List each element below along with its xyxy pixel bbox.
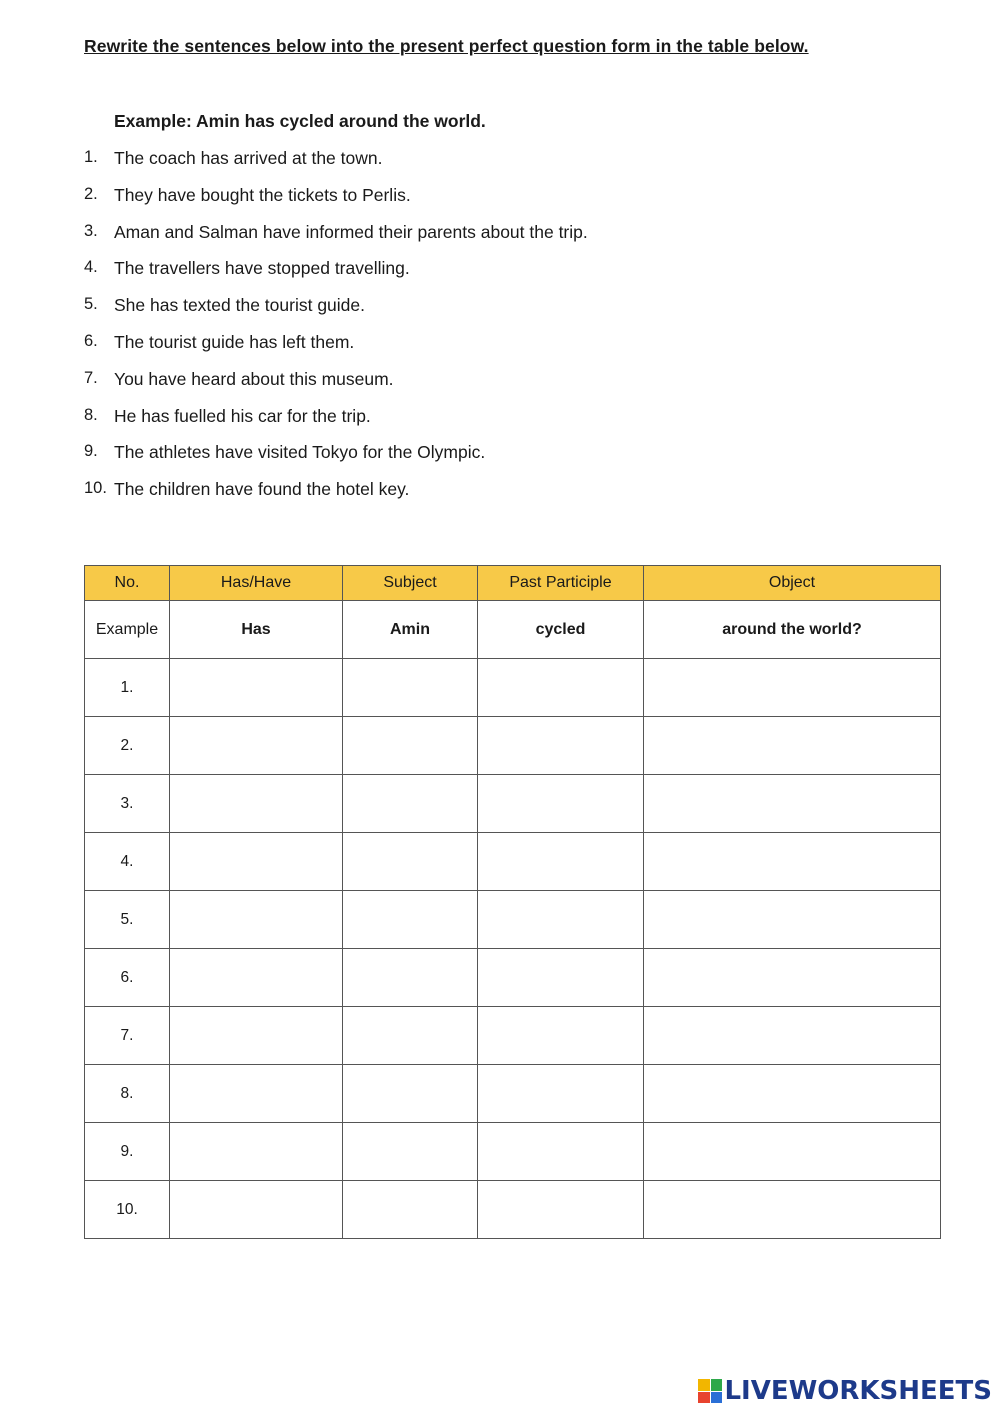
answer-cell-past-participle[interactable] xyxy=(478,659,644,717)
sentence-text: The athletes have visited Tokyo for the Olympic. xyxy=(114,442,486,463)
answer-cell-subject[interactable] xyxy=(343,775,478,833)
sentence-item xyxy=(84,295,588,332)
sentence-text: The children have found the hotel key. xyxy=(114,479,410,500)
answer-cell-past-participle[interactable] xyxy=(478,833,644,891)
table-row xyxy=(85,949,941,1007)
row-number: 6. xyxy=(85,949,170,1007)
table-row xyxy=(85,891,941,949)
sentence-number: 4. xyxy=(84,258,98,277)
header-has-have: Has/Have xyxy=(170,566,343,601)
answer-cell-past-participle[interactable] xyxy=(478,717,644,775)
table-header-row xyxy=(85,566,941,601)
answer-cell-has-have[interactable] xyxy=(170,949,343,1007)
sentence-number: 2. xyxy=(84,184,98,203)
table-row xyxy=(85,659,941,717)
sentence-text: The tourist guide has left them. xyxy=(114,331,355,352)
example-row xyxy=(85,601,941,659)
row-number: 5. xyxy=(85,891,170,949)
sentence-text: The travellers have stopped travelling. xyxy=(114,258,410,279)
sentence-number: 3. xyxy=(84,221,98,240)
answer-cell-object[interactable] xyxy=(644,1123,941,1181)
answer-cell-has-have[interactable] xyxy=(170,1007,343,1065)
table-row xyxy=(85,833,941,891)
answer-cell-has-have[interactable] xyxy=(170,717,343,775)
answer-cell-object[interactable] xyxy=(644,949,941,1007)
sentence-text: The coach has arrived at the town. xyxy=(114,148,383,168)
sentence-item xyxy=(84,442,588,479)
sentence-text: She has texted the tourist guide. xyxy=(114,295,365,316)
worksheet-instruction: Rewrite the sentences below into the present perfect question form in the table below. xyxy=(84,36,809,56)
sentence-item xyxy=(84,406,588,443)
row-number: 1. xyxy=(85,659,170,717)
sentence-item xyxy=(84,222,588,259)
row-number: 8. xyxy=(85,1065,170,1123)
answer-cell-subject[interactable] xyxy=(343,1007,478,1065)
sentence-number: 8. xyxy=(84,405,98,424)
header-no: No. xyxy=(85,566,170,601)
answer-cell-past-participle[interactable] xyxy=(478,891,644,949)
sentence-text: He has fuelled his car for the trip. xyxy=(114,405,371,426)
answer-cell-has-have[interactable] xyxy=(170,1065,343,1123)
sentence-item xyxy=(84,369,588,406)
answer-cell-has-have[interactable] xyxy=(170,833,343,891)
answer-cell-object[interactable] xyxy=(644,717,941,775)
sentence-number: 9. xyxy=(84,442,98,461)
answer-cell-object[interactable] xyxy=(644,1181,941,1239)
answer-cell-object[interactable] xyxy=(644,833,941,891)
answer-cell-subject[interactable] xyxy=(343,1123,478,1181)
answer-cell-subject[interactable] xyxy=(343,891,478,949)
example-sentence: Example: Amin has cycled around the world. xyxy=(114,111,486,131)
answer-cell-past-participle[interactable] xyxy=(478,775,644,833)
liveworksheets-logo-text: LIVEWORKSHEETS xyxy=(724,1376,992,1406)
answer-cell-object[interactable] xyxy=(644,659,941,717)
table-row xyxy=(85,775,941,833)
answer-cell-past-participle[interactable] xyxy=(478,1123,644,1181)
example-object: around the world? xyxy=(644,601,941,659)
row-number: 4. xyxy=(85,833,170,891)
answer-cell-past-participle[interactable] xyxy=(478,949,644,1007)
header-object: Object xyxy=(644,566,941,601)
sentence-item xyxy=(84,258,588,295)
row-number: 2. xyxy=(85,717,170,775)
answer-cell-subject[interactable] xyxy=(343,659,478,717)
sentence-number: 5. xyxy=(84,295,98,314)
answer-cell-object[interactable] xyxy=(644,1065,941,1123)
sentence-item xyxy=(84,185,588,222)
sentence-text: Aman and Salman have informed their parents about the trip. xyxy=(114,221,588,242)
liveworksheets-logo-icon xyxy=(698,1379,722,1403)
header-subject: Subject xyxy=(343,566,478,601)
example-has-have: Has xyxy=(170,601,343,659)
sentence-list xyxy=(84,148,588,516)
answer-cell-has-have[interactable] xyxy=(170,659,343,717)
row-number: 10. xyxy=(85,1181,170,1239)
liveworksheets-logo xyxy=(698,1377,992,1405)
table-row xyxy=(85,1007,941,1065)
row-number: 9. xyxy=(85,1123,170,1181)
sentence-item xyxy=(84,148,588,185)
example-label: Example xyxy=(85,601,170,659)
sentence-text: They have bought the tickets to Perlis. xyxy=(114,184,411,205)
answer-cell-subject[interactable] xyxy=(343,1065,478,1123)
answer-cell-past-participle[interactable] xyxy=(478,1007,644,1065)
sentence-text: You have heard about this museum. xyxy=(114,368,394,389)
table-row xyxy=(85,1181,941,1239)
table-row xyxy=(85,1123,941,1181)
answer-cell-has-have[interactable] xyxy=(170,1123,343,1181)
answer-cell-subject[interactable] xyxy=(343,1181,478,1239)
answer-cell-object[interactable] xyxy=(644,1007,941,1065)
table-row xyxy=(85,1065,941,1123)
answer-cell-object[interactable] xyxy=(644,891,941,949)
header-past-participle: Past Participle xyxy=(478,566,644,601)
example-subject: Amin xyxy=(343,601,478,659)
row-number: 7. xyxy=(85,1007,170,1065)
answer-cell-past-participle[interactable] xyxy=(478,1065,644,1123)
table-row xyxy=(85,717,941,775)
sentence-number: 7. xyxy=(84,368,98,387)
answer-cell-past-participle[interactable] xyxy=(478,1181,644,1239)
answer-table xyxy=(84,565,941,1239)
example-past-participle: cycled xyxy=(478,601,644,659)
answer-cell-has-have[interactable] xyxy=(170,775,343,833)
answer-cell-subject[interactable] xyxy=(343,949,478,1007)
sentence-number: 6. xyxy=(84,331,98,350)
sentence-number: 1. xyxy=(84,148,98,166)
sentence-item xyxy=(84,332,588,369)
answer-cell-subject[interactable] xyxy=(343,717,478,775)
answer-cell-has-have[interactable] xyxy=(170,891,343,949)
sentence-item xyxy=(84,479,588,516)
answer-cell-object[interactable] xyxy=(644,775,941,833)
answer-cell-subject[interactable] xyxy=(343,833,478,891)
row-number: 3. xyxy=(85,775,170,833)
answer-cell-has-have[interactable] xyxy=(170,1181,343,1239)
sentence-number: 10. xyxy=(84,479,107,498)
